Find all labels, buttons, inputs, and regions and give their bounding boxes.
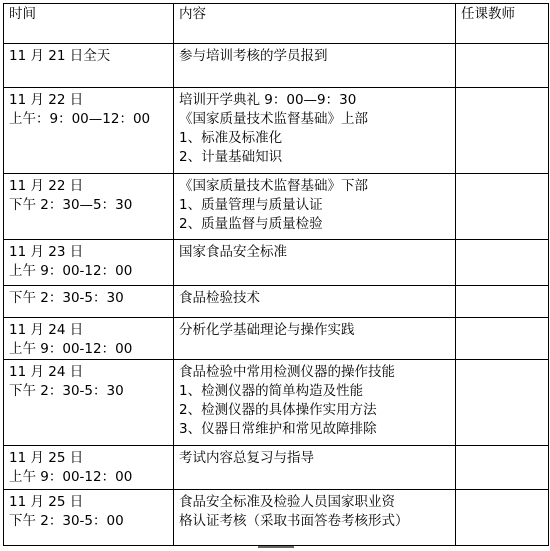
table-row [4, 446, 549, 490]
header-teacher: 任课教师 [456, 4, 549, 44]
schedule-body [4, 44, 549, 546]
content-line: 国家食品安全标准 [179, 244, 287, 260]
content-line: 1、质量管理与质量认证 [179, 197, 323, 213]
time-cell [4, 240, 174, 286]
content-line: 1、检测仪器的简单构造及性能 [179, 383, 364, 399]
time-line: 上午：9：00—12：00 [9, 111, 151, 127]
content-line: 2、检测仪器的具体操作实用方法 [179, 402, 377, 418]
content-cell [174, 44, 456, 88]
time-cell [4, 174, 174, 240]
time-line: 11 月 21 日全天 [9, 48, 111, 64]
time-line: 11 月 24 日 [9, 322, 84, 338]
time-line: 11 月 25 日 [9, 450, 84, 466]
content-line: 分析化学基础理论与操作实践 [179, 322, 355, 338]
content-cell [174, 490, 456, 546]
content-line: 2、计量基础知识 [179, 149, 283, 165]
teacher-cell [456, 174, 549, 240]
time-line: 下午 2：30-5：00 [9, 513, 124, 529]
time-cell [4, 318, 174, 360]
time-line: 11 月 22 日 [9, 178, 84, 194]
content-line: 2、质量监督与质量检验 [179, 216, 323, 232]
content-line: 考试内容总复习与指导 [179, 450, 314, 466]
table-row [4, 174, 549, 240]
time-line: 下午 2：30-5：30 [9, 290, 124, 306]
time-line: 11 月 25 日 [9, 494, 84, 510]
teacher-cell [456, 490, 549, 546]
content-line: 参与培训考核的学员报到 [179, 48, 328, 64]
table-row [4, 318, 549, 360]
content-line: 3、仪器日常维护和常见故障排除 [179, 421, 377, 437]
header-time: 时间 [4, 4, 174, 44]
content-line: 培训开学典礼 9：00—9：30 [179, 92, 357, 108]
header-content: 内容 [174, 4, 456, 44]
time-cell [4, 88, 174, 174]
teacher-cell [456, 286, 549, 318]
time-line: 11 月 23 日 [9, 244, 84, 260]
content-line: 《国家质量技术监督基础》上部 [179, 111, 368, 127]
header-row [4, 4, 549, 44]
table-row [4, 88, 549, 174]
time-line: 11 月 24 日 [9, 364, 84, 380]
content-line: 《国家质量技术监督基础》下部 [179, 178, 368, 194]
time-line: 上午 9：00-12：00 [9, 341, 133, 357]
table-row [4, 360, 549, 446]
table-row [4, 286, 549, 318]
teacher-cell [456, 360, 549, 446]
table-row [4, 44, 549, 88]
content-cell [174, 360, 456, 446]
page-footer-mark [258, 546, 294, 548]
table-row [4, 240, 549, 286]
content-cell [174, 88, 456, 174]
schedule-table [3, 3, 549, 546]
content-cell [174, 240, 456, 286]
content-line: 食品安全标准及检验人员国家职业资 [179, 494, 395, 510]
teacher-cell [456, 88, 549, 174]
content-cell [174, 318, 456, 360]
teacher-cell [456, 446, 549, 490]
teacher-cell [456, 318, 549, 360]
time-line: 上午 9：00-12：00 [9, 263, 133, 279]
teacher-cell [456, 44, 549, 88]
time-cell [4, 490, 174, 546]
time-cell [4, 360, 174, 446]
content-line: 1、标准及标准化 [179, 130, 283, 146]
time-line: 下午 2：30—5：30 [9, 197, 133, 213]
content-line: 食品检验中常用检测仪器的操作技能 [179, 364, 395, 380]
time-cell [4, 44, 174, 88]
content-cell [174, 286, 456, 318]
content-line: 格认证考核（采取书面答卷考核形式） [179, 513, 409, 529]
time-cell [4, 446, 174, 490]
table-row [4, 490, 549, 546]
time-line: 11 月 22 日 [9, 92, 84, 108]
time-line: 上午 9：00-12：00 [9, 469, 133, 485]
content-cell [174, 174, 456, 240]
time-line: 下午 2：30-5：30 [9, 383, 124, 399]
time-cell [4, 286, 174, 318]
content-cell [174, 446, 456, 490]
teacher-cell [456, 240, 549, 286]
content-line: 食品检验技术 [179, 290, 260, 306]
